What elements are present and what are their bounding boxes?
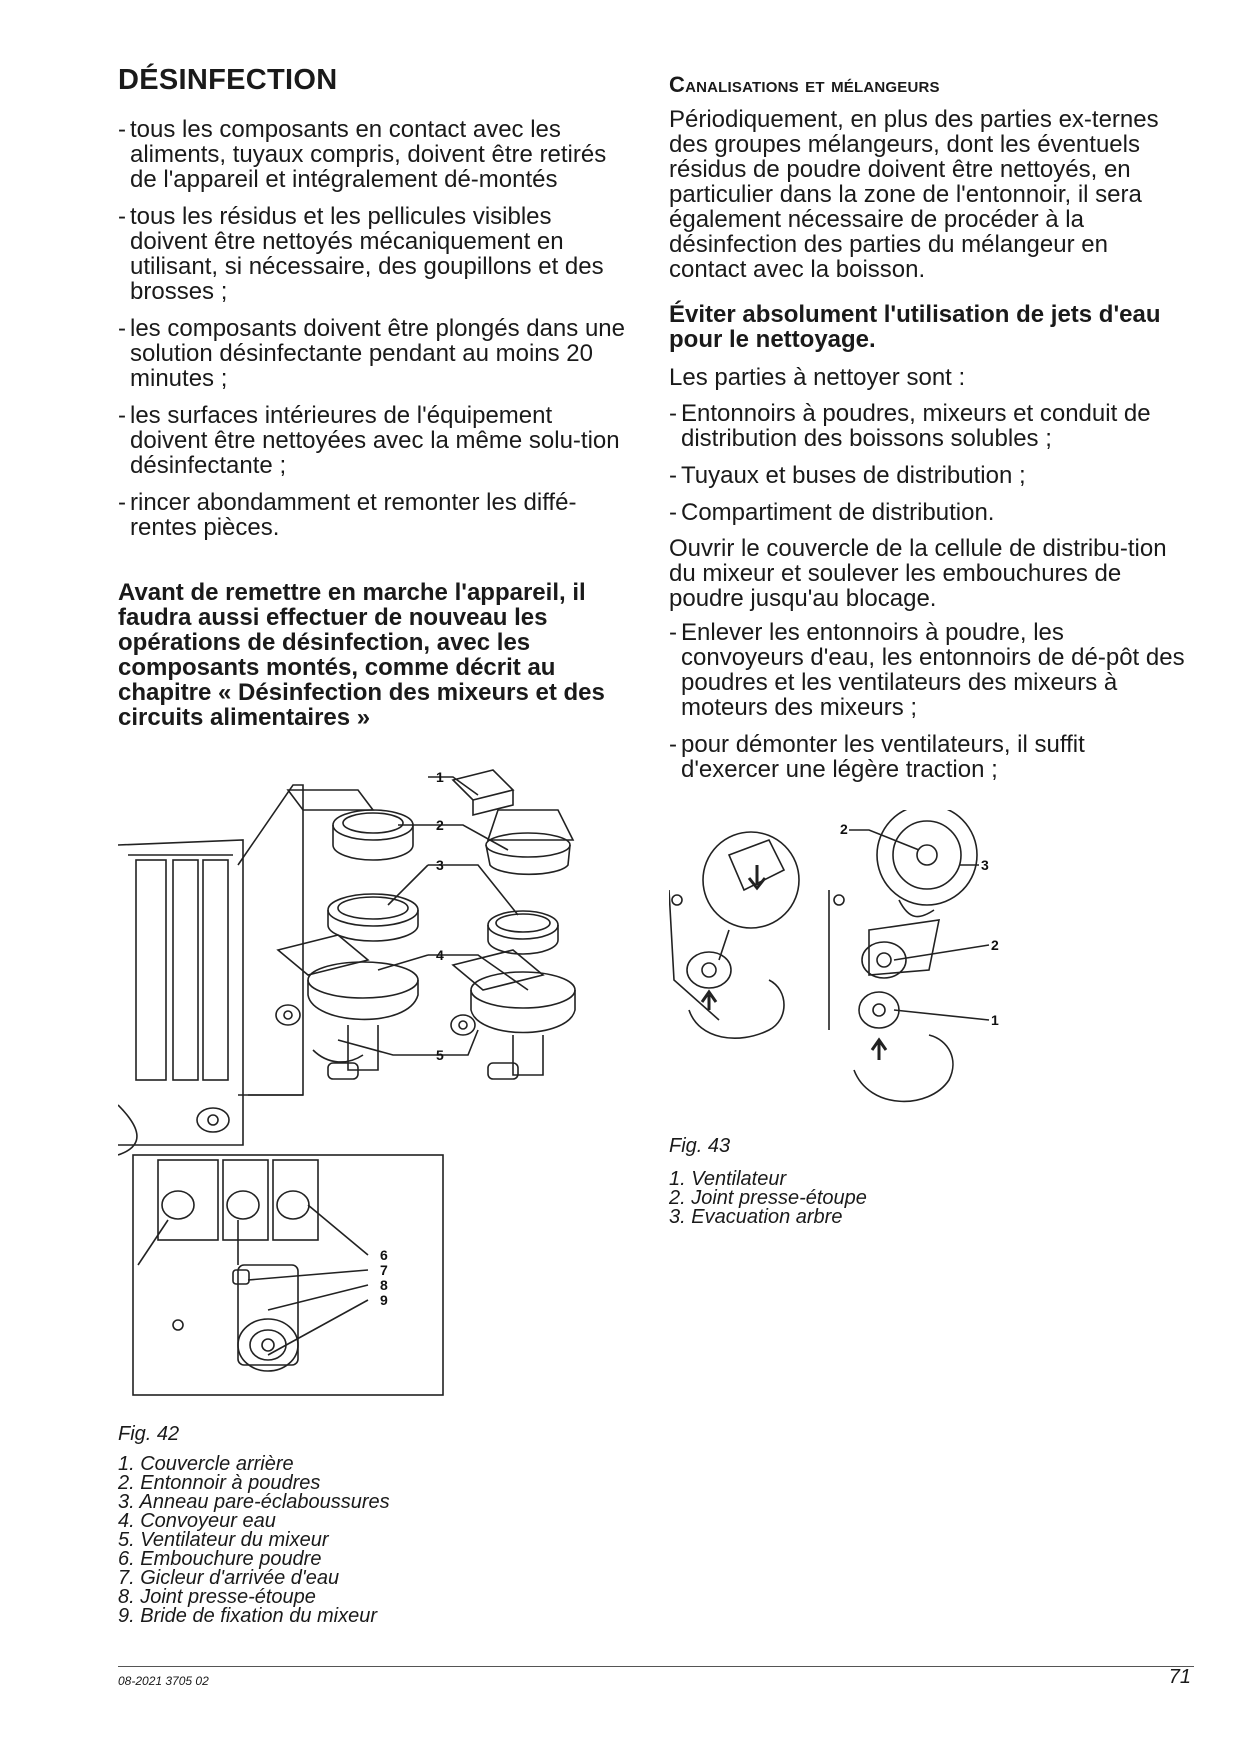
parts-list — [669, 401, 1189, 525]
figure-43-illustration — [669, 810, 1029, 1130]
figure-43-caption: Fig. 43 — [669, 1135, 731, 1157]
list-item: - tous les résidus et les pellicules visibles doivent être nettoyés mécaniquement en utilisant, si nécessaire, des goupillons et des brosses ; — [118, 204, 633, 304]
document-code: 08-2021 3705 02 — [118, 1674, 209, 1688]
legend-item: 3. Anneau pare-éclaboussures — [118, 1491, 390, 1513]
list-item: - Tuyaux et buses de distribution ; — [669, 463, 1189, 488]
list-item: - pour démonter les ventilateurs, il suffit d'exercer une légère traction ; — [669, 732, 1189, 782]
list-item: - les surfaces intérieures de l'équipement doivent être nettoyées avec la même solu-tion désinfectante ; — [118, 403, 633, 478]
legend-item: 9. Bride de fixation du mixeur — [118, 1605, 378, 1627]
list-item: - Entonnoirs à poudres, mixeurs et conduit de distribution des boissons solubles ; — [669, 401, 1189, 451]
callout-2-lower: 2 — [991, 937, 999, 953]
legend-item: 2. Joint presse-étoupe — [669, 1187, 867, 1209]
figure-42-illustration — [118, 765, 643, 1415]
warning-note: Avant de remettre en marche l'appareil, il faudra aussi effectuer de nouveau les opérations de désinfection, avec les composants montés, comme décrit au chapitre « Désinfection des mixeurs et des circuits alimentaires » — [118, 579, 605, 731]
legend-item: 5. Ventilateur du mixeur — [118, 1529, 329, 1551]
legend-item: 1. Ventilateur — [669, 1168, 787, 1190]
legend-item: 6. Embouchure poudre — [118, 1548, 322, 1570]
callout-1: 1 — [991, 1012, 999, 1028]
legend-item: 2. Entonnoir à poudres — [118, 1472, 321, 1494]
removal-steps — [669, 620, 1189, 794]
callout-2: 2 — [436, 817, 444, 833]
callout-4: 4 — [436, 947, 444, 963]
callout-1: 1 — [436, 769, 444, 785]
figure-43-drawing — [669, 810, 1029, 1130]
callout-8: 8 — [380, 1277, 388, 1293]
figure-42-drawing — [118, 765, 643, 1415]
legend-item: 7. Gicleur d'arrivée d'eau — [118, 1567, 340, 1589]
water-jet-warning: Éviter absolument l'utilisation de jets d'eau pour le nettoyage. — [669, 301, 1161, 353]
list-item: - les composants doivent être plongés dans une solution désinfectante pendant au moins 20 minutes ; — [118, 316, 633, 391]
list-item: - Enlever les entonnoirs à poudre, les convoyeurs d'eau, les entonnoirs de dé-pôt des poudres et les ventilateurs des mixeurs à moteurs des mixeurs ; — [669, 620, 1189, 720]
parts-intro: Les parties à nettoyer sont : — [669, 364, 966, 391]
section-title: DÉSINFECTION — [118, 64, 338, 96]
callout-9: 9 — [380, 1292, 388, 1308]
intro-paragraph: Périodiquement, en plus des parties ex-ternes des groupes mélangeurs, dont les éventuels résidus de poudre doivent être nettoyés, en particulier dans la zone de l'entonnoir, il sera également nécessaire de procéder à la désinfection des parties du mélangeur en contact avec la boisson. — [669, 106, 1159, 283]
figure-42-caption: Fig. 42 — [118, 1423, 180, 1445]
callout-3: 3 — [981, 857, 989, 873]
callout-2: 2 — [840, 821, 848, 837]
list-item: - tous les composants en contact avec les aliments, tuyaux compris, doivent être retirés de l'appareil et intégralement dé-montés — [118, 117, 633, 192]
callout-7: 7 — [380, 1262, 388, 1278]
page-number: 71 — [1168, 1666, 1191, 1688]
figure-43-legend — [669, 1170, 867, 1227]
section-subtitle: Canalisations et mélangeurs — [669, 72, 940, 97]
legend-item: 8. Joint presse-étoupe — [118, 1586, 316, 1608]
disinfection-steps — [118, 117, 633, 552]
footer-rule — [118, 1666, 1194, 1667]
list-item: - Compartiment de distribution. — [669, 500, 1189, 525]
figure-42-legend — [118, 1455, 390, 1626]
callout-6: 6 — [380, 1247, 388, 1263]
instruction-paragraph: Ouvrir le couvercle de la cellule de distribu-tion du mixeur et soulever les embouchures de poudre jusqu'au blocage. — [669, 535, 1167, 612]
callout-5: 5 — [436, 1047, 444, 1063]
list-item: - rincer abondamment et remonter les diffé-rentes pièces. — [118, 490, 633, 540]
legend-item: 4. Convoyeur eau — [118, 1510, 276, 1532]
legend-item: 3. Evacuation arbre — [669, 1206, 843, 1228]
callout-3: 3 — [436, 857, 444, 873]
legend-item: 1. Couvercle arrière — [118, 1453, 294, 1475]
